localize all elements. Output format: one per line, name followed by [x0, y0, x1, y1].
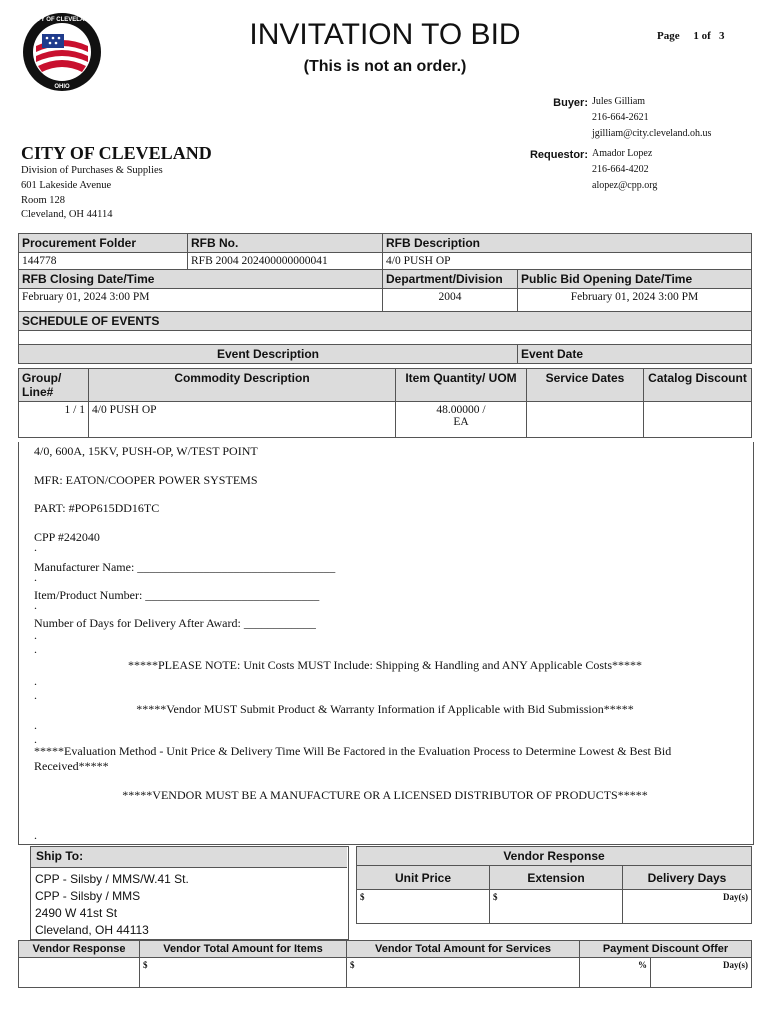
bid-info-table: [18, 233, 752, 364]
total-services-header: Vendor Total Amount for Services: [347, 941, 580, 958]
closing-date-value: February 01, 2024 3:00 PM: [19, 289, 383, 312]
buyer-contact: [592, 94, 711, 142]
item-qty: 48.00000 /: [436, 404, 486, 416]
org-division: Division of Purchases & Supplies: [21, 165, 163, 176]
procurement-folder-value: 144778: [19, 253, 188, 270]
item-catalog-discount: [644, 402, 752, 438]
spacer-dot: .: [34, 628, 37, 642]
requestor-phone: 216-664-4202: [592, 164, 649, 175]
extension-header: Extension: [490, 866, 623, 890]
opening-date-header: Public Bid Opening Date/Time: [518, 270, 752, 289]
note-evaluation: *****Evaluation Method - Unit Price & Delivery Time Will Be Factored in the Evaluation Process to Determine Lowest & Best Bid Received*****: [34, 744, 672, 773]
discount-days-input[interactable]: Day(s): [651, 958, 752, 988]
page-total: 3: [719, 30, 725, 42]
part-line: PART: #POP615DD16TC: [34, 501, 160, 515]
manufacturer-line: MFR: EATON/COOPER POWER SYSTEMS: [34, 473, 258, 487]
footer-vendor-response-header: Vendor Response: [19, 941, 140, 958]
quantity-header: Item Quantity/ UOM: [396, 369, 527, 402]
org-name: CITY OF CLEVELAND: [21, 143, 212, 163]
document-title: INVITATION TO BID: [249, 18, 521, 51]
footer-totals-table: [18, 940, 752, 988]
table-row: [19, 402, 752, 438]
requestor-email[interactable]: alopez@cpp.org: [592, 180, 658, 191]
total-items-input[interactable]: $: [140, 958, 347, 988]
buyer-email[interactable]: jgilliam@city.cleveland.oh.us: [592, 128, 712, 139]
rfb-description-value: 4/0 PUSH OP: [383, 253, 752, 270]
event-description-header: Event Description: [19, 345, 518, 364]
item-number-field[interactable]: Item/Product Number: _____________________________: [34, 588, 320, 602]
note-unit-costs: *****PLEASE NOTE: Unit Costs MUST Include: Shipping & Handling and ANY Applicable Costs*****: [128, 658, 642, 672]
commodity-header: Commodity Description: [89, 369, 396, 402]
page-number: 1: [693, 30, 699, 42]
catalog-discount-header: Catalog Discount: [644, 369, 752, 402]
org-city: Cleveland, OH 44114: [21, 209, 113, 220]
delivery-days-header: Delivery Days: [623, 866, 752, 890]
buyer-phone: 216-664-2621: [592, 112, 649, 123]
buyer-name: Jules Gilliam: [592, 96, 646, 107]
spacer-dot: .: [34, 718, 37, 732]
ship-to-line3: 2490 W 41st St: [35, 906, 118, 920]
rfb-description-header: RFB Description: [383, 234, 752, 253]
total-services-input[interactable]: $: [347, 958, 580, 988]
page-of: of: [701, 30, 711, 42]
requestor-name: Amador Lopez: [592, 148, 653, 159]
page-label: Page: [657, 30, 680, 42]
footer-vendor-response-input[interactable]: [19, 958, 140, 988]
spacer-dot: .: [34, 598, 37, 612]
svg-text:OHIO: OHIO: [54, 84, 70, 90]
ship-to-label: Ship To:: [36, 849, 84, 863]
closing-date-header: RFB Closing Date/Time: [19, 270, 383, 289]
item-uom: EA: [453, 416, 469, 428]
department-value: 2004: [383, 289, 518, 312]
event-date-header: Event Date: [518, 345, 752, 364]
total-items-header: Vendor Total Amount for Items: [140, 941, 347, 958]
cpp-line: CPP #242040: [34, 530, 100, 544]
department-header: Department/Division: [383, 270, 518, 289]
extension-input[interactable]: $: [490, 890, 623, 924]
note-vendor-requirement: *****VENDOR MUST BE A MANUFACTURE OR A LICENSED DISTRIBUTOR OF PRODUCTS*****: [122, 788, 648, 802]
schedule-of-events-header: SCHEDULE OF EVENTS: [19, 312, 752, 331]
item-service-dates: [527, 402, 644, 438]
spacer-dot: .: [34, 642, 37, 656]
vendor-response-table: [356, 846, 752, 924]
svg-text:CITY OF CLEVELAND: CITY OF CLEVELAND: [31, 17, 93, 23]
unit-price-input[interactable]: $: [357, 890, 490, 924]
spacer-dot: .: [34, 540, 37, 554]
rfb-no-header: RFB No.: [188, 234, 383, 253]
ship-to-line2: CPP - Silsby / MMS: [35, 889, 141, 903]
opening-date-value: February 01, 2024 3:00 PM: [518, 289, 752, 312]
org-room: Room 128: [21, 195, 66, 206]
delivery-days-input[interactable]: Day(s): [623, 890, 752, 924]
discount-header: Payment Discount Offer: [580, 941, 752, 958]
unit-price-header: Unit Price: [357, 866, 490, 890]
discount-percent-input[interactable]: %: [580, 958, 651, 988]
buyer-label: Buyer:: [553, 97, 588, 109]
items-table: [18, 368, 752, 438]
schedule-spacer: [19, 331, 752, 345]
manufacturer-name-field[interactable]: Manufacturer Name: _________________________________: [34, 560, 336, 574]
spacer-dot: .: [34, 570, 37, 584]
procurement-folder-header: Procurement Folder: [19, 234, 188, 253]
document-subtitle: (This is not an order.): [303, 58, 467, 75]
vendor-response-header: Vendor Response: [357, 847, 752, 866]
page-indicator: [657, 30, 725, 42]
delivery-days-field[interactable]: Number of Days for Delivery After Award: ____________: [34, 616, 316, 630]
service-dates-header: Service Dates: [527, 369, 644, 402]
ship-to-line4: Cleveland, OH 44113: [35, 923, 149, 937]
org-street: 601 Lakeside Avenue: [21, 180, 112, 191]
ship-to-address: [35, 871, 189, 939]
rfb-no-value: RFB 2004 202400000000041: [188, 253, 383, 270]
spacer-dot: .: [34, 674, 37, 688]
spacer-dot: .: [34, 828, 37, 842]
note-warranty: *****Vendor MUST Submit Product & Warranty Information if Applicable with Bid Submission*****: [136, 702, 634, 716]
spacer-dot: .: [34, 688, 37, 702]
spec-line: 4/0, 600A, 15KV, PUSH-OP, W/TEST POINT: [34, 444, 258, 458]
group-line-header: Group/ Line#: [19, 369, 89, 402]
requestor-contact: [592, 146, 657, 194]
item-line: 1 / 1: [19, 402, 89, 438]
item-description: 4/0 PUSH OP: [89, 402, 396, 438]
item-quantity: [396, 402, 527, 438]
spacer-dot: .: [34, 732, 37, 746]
ship-to-line1: CPP - Silsby / MMS/W.41 St.: [35, 872, 189, 886]
requestor-label: Requestor:: [529, 149, 588, 161]
